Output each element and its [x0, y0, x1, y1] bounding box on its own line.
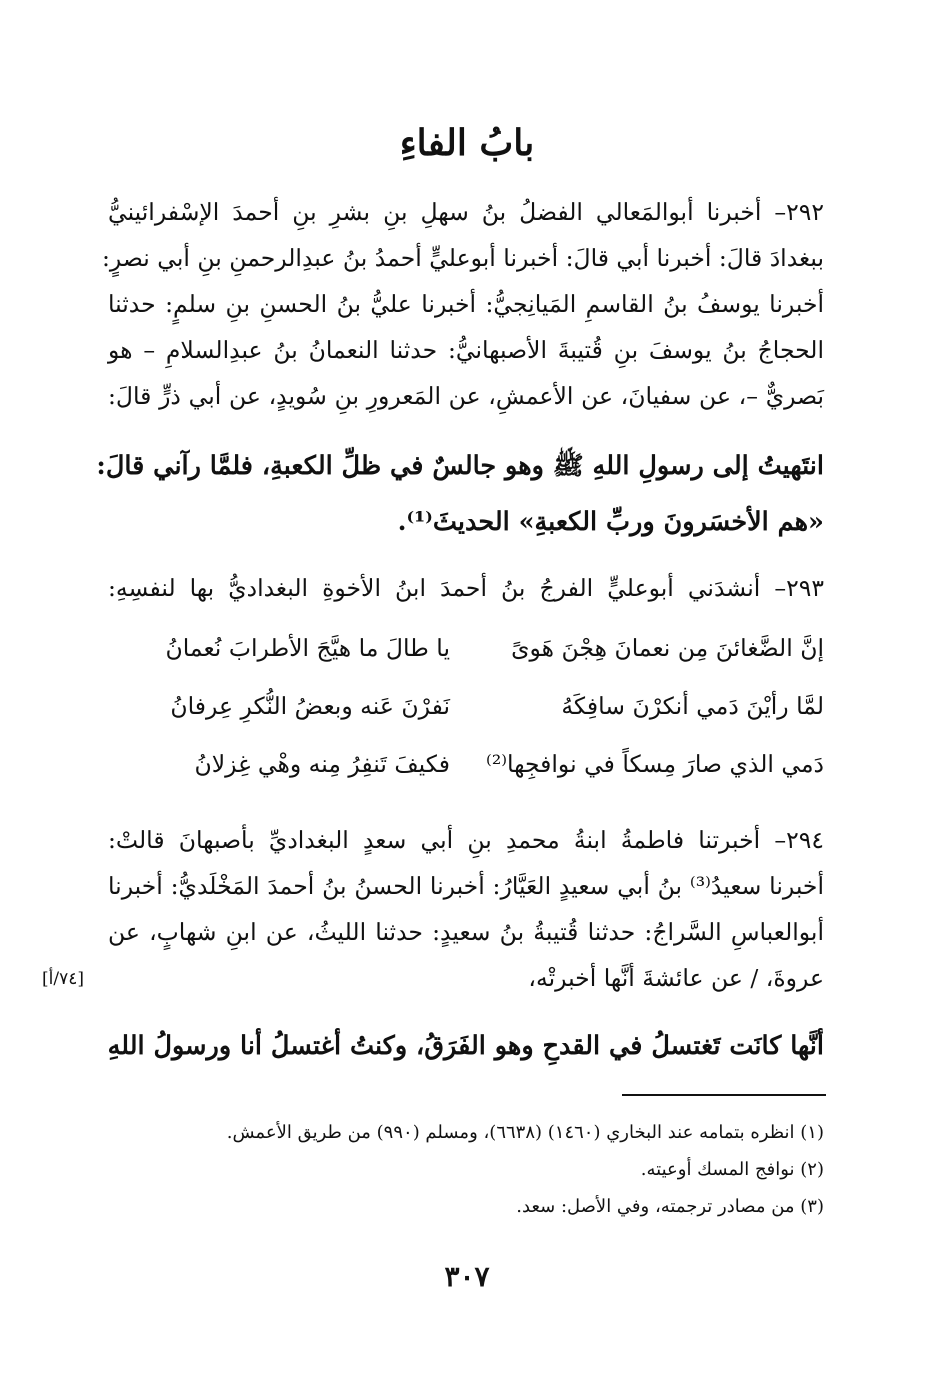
verse-2-first-hemistich: لمَّا رأيْنَ دَمي أنكرْنَ سافِكَهُ	[561, 692, 824, 720]
hadith-294-line-2: أخبرنا سعيدُ⁽³⁾ بنُ أبي سعيدٍ العَيَّارُ: أخبرنا الحسنُ بنُ أحمدَ المَخْلَديُّ: أخبرنا	[108, 872, 824, 900]
hadith-292-line-2: ببغدادَ قالَ: أخبرنا أبي قالَ: أخبرنا أبوعليٍّ أحمدُ بنُ عبدِالرحمنِ بنِ أبي نصرٍ:	[102, 244, 824, 272]
hadith-294-line-4: عروةَ، / عن عائشةَ أنَّها أخبرتْه،	[528, 964, 824, 992]
hadith-292-matn-1: انتَهيتُ إلى رسولِ اللهِ ﷺ وهو جالسٌ في ظلِّ الكعبةِ، فلمَّا رآني قالَ:	[96, 451, 824, 481]
footnote-3: (٣) من مصادر ترجمته، وفي الأصل: سعد.	[516, 1196, 824, 1217]
chapter-heading: بابُ الفاءِ	[399, 122, 535, 164]
hadith-292-matn-2: «هم الأخسَرونَ وربِّ الكعبةِ» الحديثَ⁽¹⁾.	[397, 507, 824, 537]
hadith-293-intro: ٢٩٣– أنشدَني أبوعليٍّ الفرجُ بنُ أحمدَ ابنُ الأخوةِ البغداديُّ بها لنفسِهِ:	[108, 574, 824, 602]
footnote-2: (٢) نوافج المسك أوعيته.	[640, 1159, 824, 1180]
hadith-292-line-4: الحجاجُ بنُ يوسفَ بنِ قُتيبةَ الأصبهانيُّ: حدثنا النعمانُ بنُ عبدِالسلامِ – هو	[108, 336, 824, 364]
footnote-separator	[622, 1094, 826, 1096]
hadith-292-line-1: ٢٩٢– أخبرنا أبوالمَعالي الفضلُ بنُ سهلِ بنِ بشرِ بنِ أحمدَ الإسْفرائينيُّ	[108, 198, 824, 226]
hadith-294-matn: أنَّها كانَت تَغتسلُ في القدحِ وهو الفَرَقُ، وكنتُ أغتسلُ أنا ورسولُ اللهِ	[107, 1031, 824, 1061]
hadith-294-line-3: أبوالعباسِ السَّراجُ: حدثنا قُتيبةُ بنُ سعيدٍ: حدثنا الليثُ، عن ابنِ شهابٍ، عن	[108, 918, 824, 946]
verse-3-second-hemistich: فكيفَ تَنفِرُ مِنه وهْي غِزلانُ	[194, 750, 450, 778]
verse-2-second-hemistich: نَفرْنَ عَنه وبعضُ النُّكرِ عِرفانُ	[170, 692, 450, 720]
verse-3-first-hemistich: دَمي الذي صارَ مِسكاً في نوافجِها⁽²⁾	[486, 750, 824, 778]
verse-1-second-hemistich: يا طالَ ما هيَّجَ الأطرابَ نُعمانُ	[165, 634, 450, 662]
page-number: ٣٠٧	[444, 1260, 490, 1293]
folio-margin-note: [٧٤/أ]	[42, 969, 84, 989]
hadith-294-line-1: ٢٩٤– أخبرتنا فاطمةُ ابنةُ محمدِ بنِ أبي سعدٍ البغداديِّ بأصبهانَ قالتْ:	[108, 826, 824, 854]
footnote-1: (١) انظره بتمامه عند البخاري (١٤٦٠) (٦٦٣٨)، ومسلم (٩٩٠) من طريق الأعمش.	[226, 1122, 824, 1143]
hadith-292-line-3: أخبرنا يوسفُ بنُ القاسمِ المَيانِجيُّ: أخبرنا عليُّ بنُ الحسنِ بنِ سلمٍ: حدثنا	[108, 290, 824, 318]
verse-1-first-hemistich: إنَّ الضَّغائنَ مِن نعمانَ هِجْنَ هَوىً	[511, 634, 824, 662]
hadith-292-line-5: بَصريٌّ –، عن سفيانَ، عن الأعمشِ، عن المَعرورِ بنِ سُويدٍ، عن أبي ذرٍّ قالَ:	[108, 382, 824, 410]
